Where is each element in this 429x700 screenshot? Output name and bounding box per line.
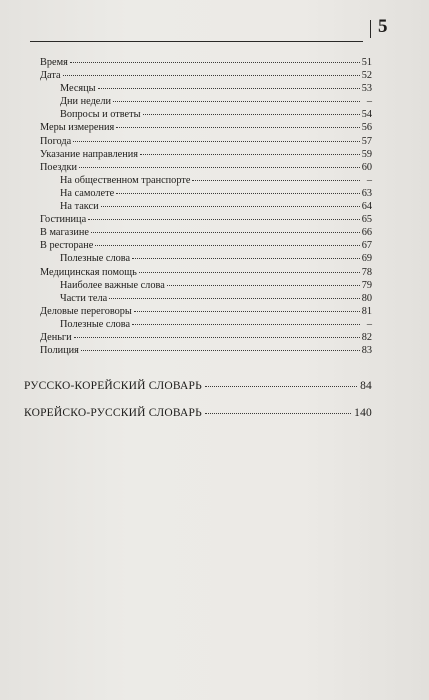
toc-entry bbox=[40, 121, 372, 134]
toc-entry bbox=[40, 95, 372, 108]
toc-entry-title: Наиболее важные слова bbox=[60, 279, 165, 291]
dot-leader bbox=[79, 167, 360, 168]
dot-leader bbox=[81, 350, 360, 351]
toc-entry-page: 57 bbox=[361, 135, 372, 147]
toc-entry-page: 80 bbox=[361, 292, 372, 304]
toc-entry-page: 60 bbox=[361, 161, 372, 173]
toc-entry-page: 81 bbox=[361, 305, 372, 317]
toc-entry-title: Части тела bbox=[60, 292, 108, 304]
toc-entry-page: – bbox=[366, 96, 372, 108]
dot-leader bbox=[205, 386, 357, 387]
section-page: 84 bbox=[360, 380, 372, 392]
toc-entry bbox=[40, 279, 372, 292]
toc-entry-page: 78 bbox=[361, 266, 372, 278]
toc-entry-page: 65 bbox=[361, 214, 372, 226]
toc-entry-title: Деловые переговоры bbox=[40, 305, 132, 317]
dot-leader bbox=[132, 258, 360, 259]
toc-entry-title: Меры измерения bbox=[40, 122, 115, 134]
dot-leader bbox=[98, 88, 360, 89]
toc-entry bbox=[40, 318, 372, 331]
toc-entry-title: В ресторане bbox=[40, 240, 94, 252]
dot-leader bbox=[139, 272, 360, 273]
page-number: 5 bbox=[378, 16, 388, 37]
dot-leader bbox=[73, 141, 359, 142]
toc-entry bbox=[40, 239, 372, 252]
toc-entry bbox=[40, 174, 372, 187]
toc-entry-title: Медицинская помощь bbox=[40, 266, 137, 278]
section-title: РУССКО-КОРЕЙСКИЙ СЛОВАРЬ bbox=[24, 380, 202, 392]
toc-entry bbox=[40, 226, 372, 239]
toc-entry bbox=[40, 56, 372, 69]
toc-entry-title: На общественном транспорте bbox=[60, 174, 191, 186]
toc-entry-title: Полиция bbox=[40, 345, 79, 357]
toc-entry bbox=[40, 108, 372, 121]
dot-leader bbox=[143, 114, 360, 115]
toc-entry-page: – bbox=[366, 174, 372, 186]
toc-entry-page: 53 bbox=[361, 83, 372, 95]
dot-leader bbox=[63, 75, 360, 76]
toc-entry bbox=[40, 69, 372, 82]
toc-entry-title: Дни недели bbox=[60, 96, 112, 108]
toc-entry-page: 69 bbox=[361, 253, 372, 265]
dot-leader bbox=[74, 337, 360, 338]
toc-entry bbox=[40, 331, 372, 344]
dot-leader bbox=[167, 285, 360, 286]
toc-entry-page: 83 bbox=[361, 345, 372, 357]
toc-entry bbox=[40, 252, 372, 265]
toc-entry-page: 82 bbox=[361, 331, 372, 343]
toc-entry-title: В магазине bbox=[40, 227, 89, 239]
toc-entry-title: Полезные слова bbox=[60, 318, 131, 330]
toc-entry-title: Дата bbox=[40, 70, 61, 82]
toc-entry-page: – bbox=[366, 318, 372, 330]
dot-leader bbox=[101, 206, 360, 207]
toc-entry-title: Указание направления bbox=[40, 148, 138, 160]
dot-leader bbox=[116, 193, 360, 194]
dot-leader bbox=[205, 413, 351, 414]
dot-leader bbox=[192, 180, 360, 181]
dot-leader bbox=[91, 232, 360, 233]
section-title: КОРЕЙСКО-РУССКИЙ СЛОВАРЬ bbox=[24, 407, 202, 419]
section-entry-russian-korean bbox=[24, 380, 372, 392]
toc-entry-page: 66 bbox=[361, 227, 372, 239]
folio-separator bbox=[370, 20, 371, 38]
header-rule bbox=[30, 41, 363, 42]
toc-entry-page: 59 bbox=[361, 148, 372, 160]
toc-entry-page: 63 bbox=[361, 187, 372, 199]
toc-entry bbox=[40, 213, 372, 226]
section-entry-korean-russian bbox=[24, 407, 372, 419]
toc-entry-title: Поездки bbox=[40, 161, 78, 173]
toc-entry bbox=[40, 200, 372, 213]
toc-entry-title: Деньги bbox=[40, 331, 72, 343]
toc-entry bbox=[40, 344, 372, 357]
toc-entry-title: Полезные слова bbox=[60, 253, 131, 265]
toc-entry-page: 54 bbox=[361, 109, 372, 121]
toc-entry-title: Гостиница bbox=[40, 214, 87, 226]
toc-entry-page: 52 bbox=[361, 70, 372, 82]
toc-entry-title: Вопросы и ответы bbox=[60, 109, 141, 121]
dot-leader bbox=[140, 154, 360, 155]
dot-leader bbox=[113, 101, 360, 102]
toc-entry bbox=[40, 148, 372, 161]
toc-entry bbox=[40, 305, 372, 318]
dot-leader bbox=[132, 324, 360, 325]
dot-leader bbox=[70, 62, 360, 63]
toc-entry bbox=[40, 292, 372, 305]
toc-entry bbox=[40, 187, 372, 200]
toc-entry-title: Погода bbox=[40, 135, 72, 147]
dot-leader bbox=[134, 311, 360, 312]
toc-entry-title: Время bbox=[40, 57, 68, 68]
toc-entry-title: Месяцы bbox=[60, 83, 96, 95]
toc-entry-page: 56 bbox=[361, 122, 372, 134]
toc-entry-page: 51 bbox=[361, 57, 372, 68]
dot-leader bbox=[88, 219, 360, 220]
dot-leader bbox=[116, 127, 359, 128]
section-page: 140 bbox=[354, 407, 372, 419]
dot-leader bbox=[109, 298, 360, 299]
toc-entry bbox=[40, 82, 372, 95]
toc-entry-title: На такси bbox=[60, 201, 99, 213]
dot-leader bbox=[95, 245, 359, 246]
toc-entry-page: 64 bbox=[361, 201, 372, 213]
toc-entry-title: На самолете bbox=[60, 187, 115, 199]
toc-entry bbox=[40, 266, 372, 279]
toc-entry-page: 79 bbox=[361, 279, 372, 291]
toc-entry bbox=[40, 161, 372, 174]
table-of-contents bbox=[40, 56, 372, 357]
toc-entry-page: 67 bbox=[361, 240, 372, 252]
toc-entry bbox=[40, 135, 372, 148]
